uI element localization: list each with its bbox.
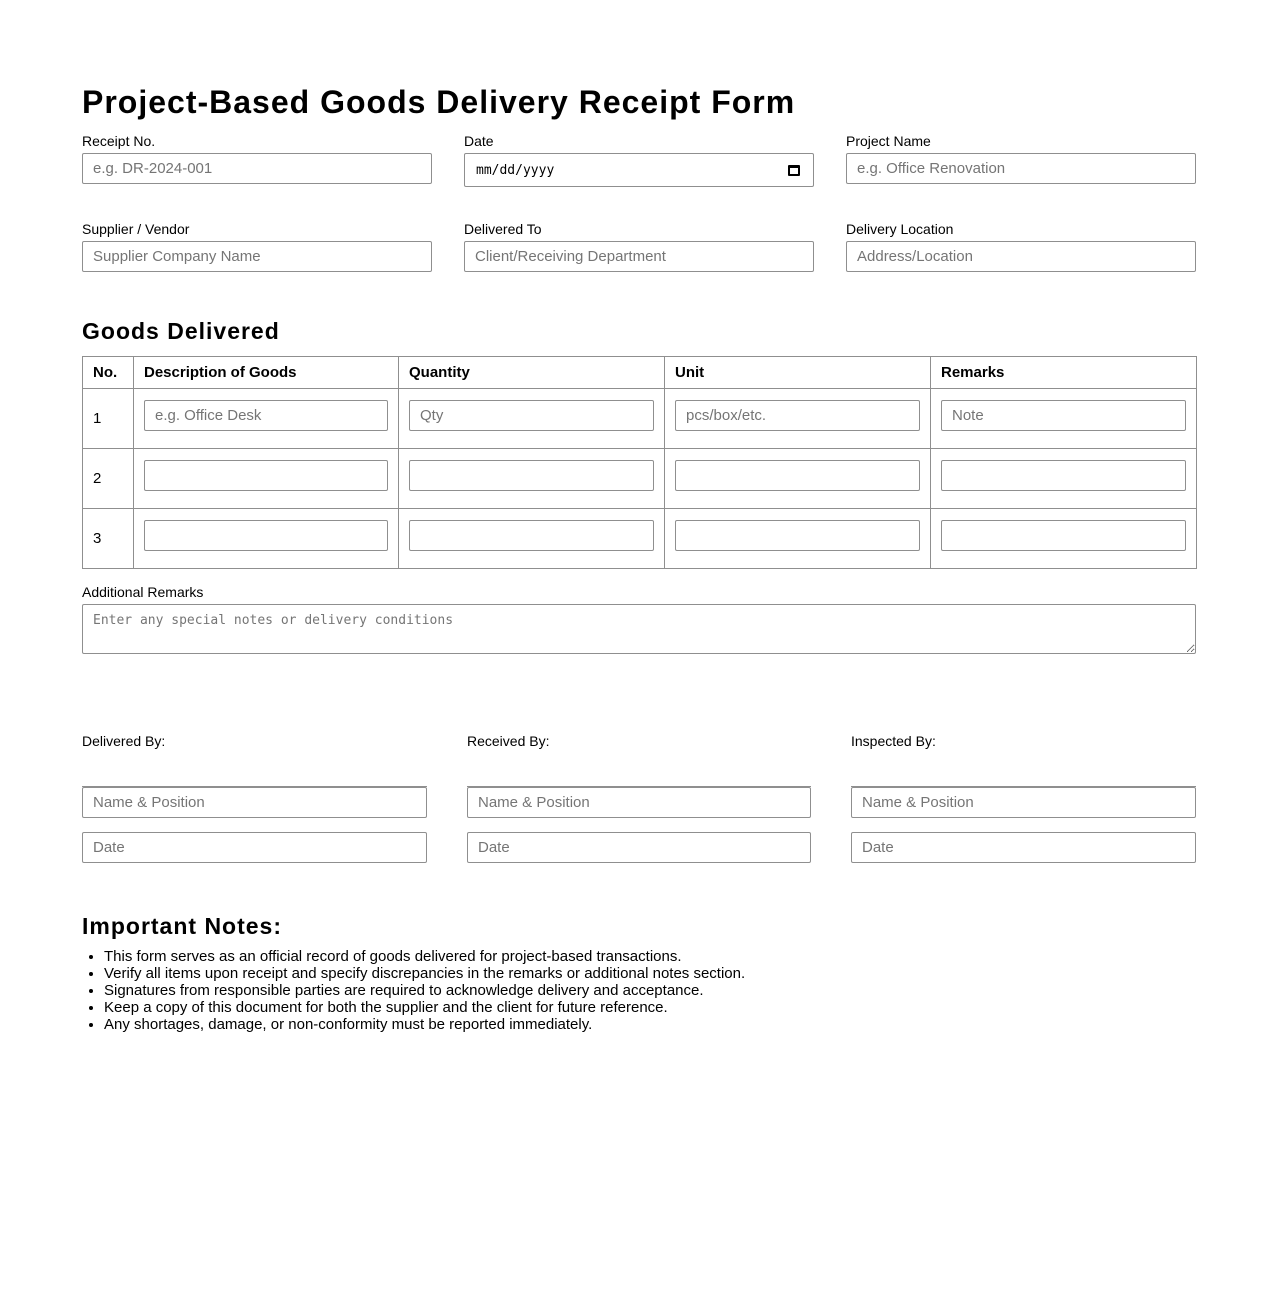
goods-table — [82, 356, 1197, 569]
notes-heading: Important Notes: — [82, 913, 282, 939]
form-title: Project-Based Goods Delivery Receipt Form — [82, 84, 796, 120]
unit-input[interactable] — [675, 520, 920, 551]
inspected-by-name-input[interactable] — [851, 787, 1196, 818]
received-by-label: Received By: — [467, 733, 550, 749]
header-row-1 — [82, 133, 1196, 187]
delivered-to-label: Delivered To — [464, 221, 542, 237]
additional-remarks-field — [82, 584, 1196, 657]
calendar-icon[interactable] — [788, 165, 800, 176]
remarks-cell — [931, 449, 1197, 509]
row-number: 2 — [83, 449, 134, 509]
supplier-input[interactable] — [82, 241, 432, 272]
remarks-cell — [931, 389, 1197, 449]
delivered-by-label: Delivered By: — [82, 733, 166, 749]
quantity-cell — [399, 389, 665, 449]
row-number: 1 — [83, 389, 134, 449]
project-name-field — [846, 133, 1196, 187]
unit-cell — [665, 449, 931, 509]
quantity-input[interactable] — [409, 400, 654, 431]
date-input[interactable] — [464, 153, 814, 187]
inspected-by-date-input[interactable] — [851, 832, 1196, 863]
col-description-header: Description of Goods — [134, 357, 399, 389]
delivery-receipt-form — [82, 84, 1196, 1033]
delivered-by-date-input[interactable] — [82, 832, 427, 863]
goods-header-row — [83, 357, 1197, 389]
supplier-field — [82, 221, 432, 272]
description-input[interactable] — [144, 400, 388, 431]
quantity-input[interactable] — [409, 520, 654, 551]
list-item: • Any shortages, damage, or non-conformity must be reported immediately. — [104, 1016, 1196, 1033]
row-number: 3 — [83, 509, 134, 569]
description-cell — [134, 389, 399, 449]
notes-list — [82, 948, 1196, 1033]
inspected-by-label: Inspected By: — [851, 733, 936, 749]
receipt-no-field — [82, 133, 432, 187]
received-by-block — [467, 733, 811, 863]
delivered-to-input[interactable] — [464, 241, 814, 272]
list-item: • This form serves as an official record of goods delivered for project-based transactions. — [104, 948, 1196, 965]
description-cell — [134, 449, 399, 509]
project-name-label: Project Name — [846, 133, 931, 149]
delivery-location-field — [846, 221, 1196, 272]
unit-input[interactable] — [675, 400, 920, 431]
signatures-section — [82, 733, 1196, 863]
delivery-location-label: Delivery Location — [846, 221, 954, 237]
description-input[interactable] — [144, 460, 388, 491]
unit-input[interactable] — [675, 460, 920, 491]
important-notes — [82, 913, 1196, 1033]
col-quantity-header: Quantity — [399, 357, 665, 389]
delivery-location-input[interactable] — [846, 241, 1196, 272]
list-item: • Signatures from responsible parties are required to acknowledge delivery and acceptance. — [104, 982, 1196, 999]
col-remarks-header: Remarks — [931, 357, 1197, 389]
received-by-name-input[interactable] — [467, 787, 811, 818]
header-row-2 — [82, 221, 1196, 272]
description-input[interactable] — [144, 520, 388, 551]
receipt-no-label: Receipt No. — [82, 133, 156, 149]
description-cell — [134, 509, 399, 569]
unit-cell — [665, 509, 931, 569]
additional-remarks-textarea[interactable] — [82, 604, 1196, 654]
delivered-to-field — [464, 221, 814, 272]
remarks-input[interactable] — [941, 460, 1186, 491]
goods-heading: Goods Delivered — [82, 318, 280, 344]
inspected-by-block — [851, 733, 1196, 863]
supplier-label: Supplier / Vendor — [82, 221, 190, 237]
project-name-input[interactable] — [846, 153, 1196, 184]
receipt-no-input[interactable] — [82, 153, 432, 184]
additional-remarks-label: Additional Remarks — [82, 584, 204, 600]
remarks-input[interactable] — [941, 520, 1186, 551]
quantity-input[interactable] — [409, 460, 654, 491]
delivered-by-block — [82, 733, 427, 863]
col-unit-header: Unit — [665, 357, 931, 389]
received-by-date-input[interactable] — [467, 832, 811, 863]
list-item: • Keep a copy of this document for both the supplier and the client for future reference. — [104, 999, 1196, 1016]
table-row — [83, 389, 1197, 449]
list-item: • Verify all items upon receipt and specify discrepancies in the remarks or additional notes section. — [104, 965, 1196, 982]
remarks-input[interactable] — [941, 400, 1186, 431]
date-field — [464, 133, 814, 187]
table-row — [83, 509, 1197, 569]
quantity-cell — [399, 509, 665, 569]
date-value: mm/dd/yyyy — [476, 162, 555, 178]
delivered-by-name-input[interactable] — [82, 787, 427, 818]
quantity-cell — [399, 449, 665, 509]
remarks-cell — [931, 509, 1197, 569]
table-row — [83, 449, 1197, 509]
unit-cell — [665, 389, 931, 449]
date-label: Date — [464, 133, 494, 149]
col-no-header: No. — [83, 357, 134, 389]
